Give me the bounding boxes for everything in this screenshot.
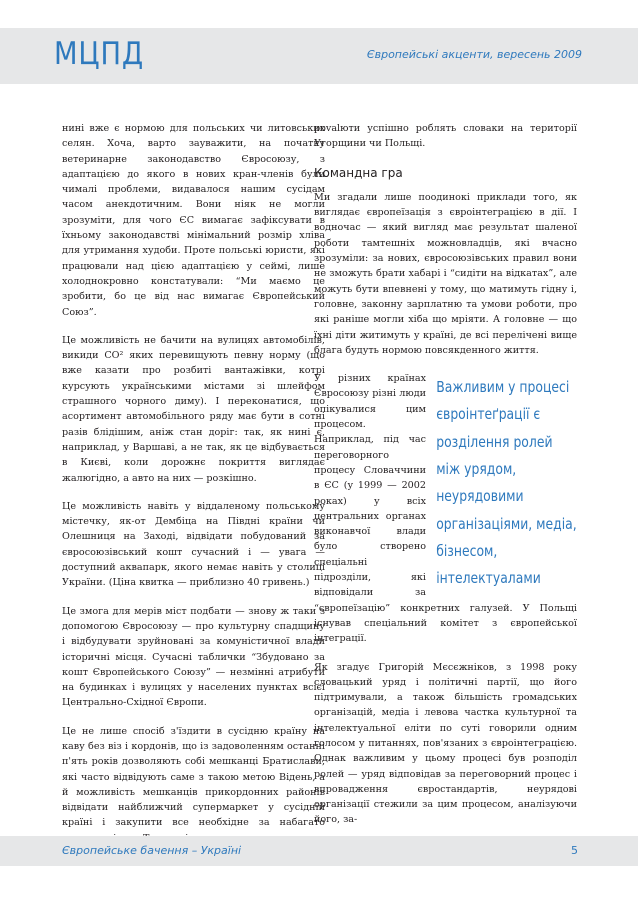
- paragraph: роvalюти успішно роблять словаки на території Угорщини чи Польщі.: [314, 123, 577, 150]
- left-column: [62, 121, 325, 846]
- paragraph: Це не лише спосіб з'їздити в сусідню країну на каву без віз і кордонів, що із задоволенням останні п'ять років дозволяють собі мешканці Братислави, які часто відвідують саме з такою метою Відень, а й можливість мешканців прикордонних районів відвідати найближчий супермаркет у сусідній країні і закупити все необхідне за набагато: [62, 725, 325, 829]
- issue-title: Європейські акценти, вересень 2009: [366, 48, 582, 61]
- paragraph: нині вже є нормою для польських чи литовських селян. Хоча, варто зауважити, на початку ветеринарне законодавство Євросоюзу, з адаптацією до якого в нових кран-членів були чималі проблеми, видавалося нашим сусідам часом анекдотичним. Вони ніяк не могли зрозуміти, для чого ЄС вимагає зафіксувати в їхньому законодавстві мінімальний розмір хліва для утримання худоби. Проте польські юристи, які працювали над цією адаптацією у сеймі, лише холоднокровно констатували: “Ми маємо це зробити, бо це від нас вимагає Європейський Союз”.: [62, 123, 325, 318]
- paragraph: Ми згадали лише поодинокі приклади того, як виглядає європеїзація з євроінтеграцією в дії. І водночас — який вигляд має результат шаленої роботи тамтешніх можновладців, які вчасно зрозуміли: за нових, євросоюзівських правил вони не зможуть брати хабарі і “сидіти на відкатах”, але можуть бути впевнені у тому, що матимуть гідну і, головне, законну зарплатню та умови роботи, про які раніше могли хіба що мріяти. А головне — що їхні діти житимуть у країні, де всі перелічені вище блага будуть нормою повсякденного життя.: [314, 191, 577, 356]
- page-number: 5: [571, 844, 578, 857]
- publication-title: Європейське бачення – Україні: [62, 844, 242, 857]
- paragraph: Це можливість навіть у віддаленому польському містечку, як-от Дембіца на Півдні країни чи Олешниця на Заході, відвідати побудований за євросоюзівський кошт сучасний і — увага — доступний аквапарк, якого немає навіть у столиці України. (Ціна квитка — приблизно 40 гривень.): [62, 500, 325, 589]
- paragraph: Це можливість не бачити на вулицях автомобілів, викиди CO² яких перевищують певну норму (що вже казати про розбиті вантажівки, котрі курсують українськими містами зі шлейфом страшного чорного диму). І переконатися, що асортимент автомобільного ряду має бути в сотні разів блідішим, аніж стан доріг: так, як нині є, наприклад, у Варшаві, а не так, як це відбувається в Києві, коли дорожнє покриття виглядає жалюгідно, а авто на них — розкішно.: [62, 334, 325, 484]
- publisher-logo: МЦПД: [54, 36, 145, 72]
- pull-quote: Важливим у процесі євроінтеґрації є розділення ролей між урядом, неурядовими організаціями, медіа, бізнесом, інтелектуалами: [436, 378, 577, 588]
- right-column: [314, 121, 577, 828]
- section-heading: Командна гра: [314, 165, 403, 180]
- paragraph: Це змога для мерів міст подбати — знову ж таки з допомогою Євросоюзу — про культурну спадщину і відбудувати зруйновані за комуністичної влади історичні місця. Сучасні таблички “Збудовано за кошт Європейського Союзу” — незмінні атрибути на будинках і вулицях у населених пунктах всієї Центрально-Східної Європи.: [62, 605, 325, 709]
- paragraph: У різних країнах Євросоюзу різні люди опікувалися цим процесом. Наприклад, під час переговорного процесу Словаччини в ЄС (у 1999 — 2002 роках) у всіх центральних органах виконавчої влади було створено спеціальні підрозділи, які відповідали за “європеїзацію” конкретних галузей. У Польщі існував спеціальний комітет з європейської інтеграції.: [314, 373, 577, 645]
- paragraph: Як згадує Григорій Мєсєжніков, з 1998 року словацький уряд і політичні партії, що його підтримували, а також більшість громадських організацій, медіа і левова частка культурної та інтелектуальної еліти по суті говорили одним голосом у питаннях, пов'язаних з євроінтеграцією. Однак важливим у цьому процесі був розподіл ролей — уряд відповідав за переговорний процес і впровадження євростандартів, неурядові організації стежили за цим процесом, аналізуючи його, за-: [314, 661, 577, 826]
- page-header: [0, 28, 638, 84]
- page-footer: [0, 836, 638, 866]
